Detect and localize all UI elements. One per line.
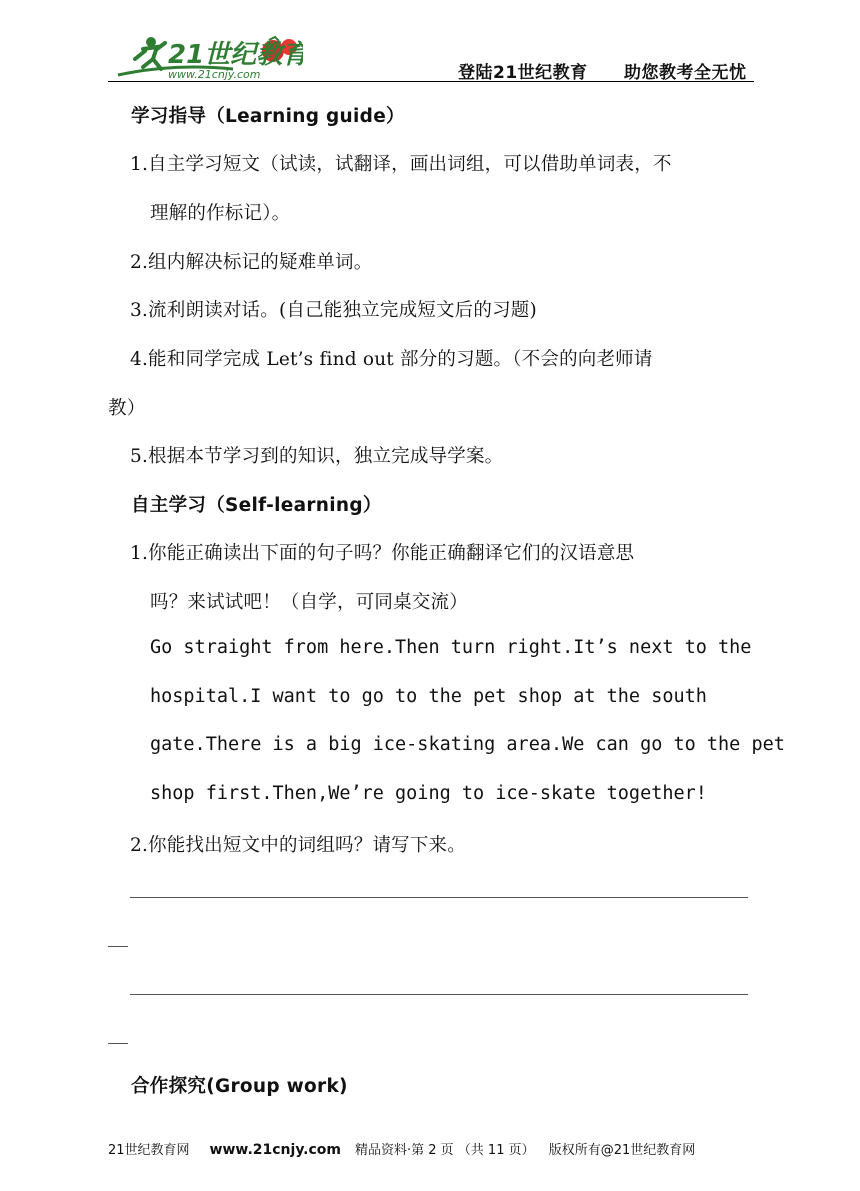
guide-item: 教） <box>108 398 146 419</box>
footer-site: 21世纪教育网 <box>108 1143 190 1158</box>
header-slogan: 助您教考全无忧 <box>624 63 747 83</box>
self-learning-heading: 自主学习（Self-learning） <box>131 495 382 516</box>
svg-text:21世纪教育: 21世纪教育 <box>168 40 303 70</box>
answer-line-tail <box>108 946 128 947</box>
guide-item: 理解的作标记）。 <box>150 203 291 224</box>
answer-line <box>130 994 748 995</box>
passage-line: shop first.Then,We’re going to ice-skate together! <box>150 783 707 804</box>
answer-line <box>130 897 748 898</box>
footer-copyright: 版权所有@21世纪教育网 <box>548 1143 696 1158</box>
header-divider <box>108 81 754 82</box>
passage-line: Go straight from here.Then turn right.It’s next to the <box>150 637 752 658</box>
group-work-heading: 合作探究(Group work) <box>131 1076 348 1097</box>
question-1: 1.你能正确读出下面的句子吗？你能正确翻译它们的汉语意思 <box>130 543 635 564</box>
svg-text:www.21cnjy.com: www.21cnjy.com <box>168 68 261 81</box>
footer-url[interactable]: www.21cnjy.com <box>209 1142 341 1158</box>
logo-graphic <box>113 33 303 83</box>
guide-item: 4.能和同学完成 Let’s find out 部分的习题。（不会的向老师请 <box>130 349 653 370</box>
site-logo <box>113 33 303 83</box>
guide-item: 5.根据本节学习到的知识，独立完成导学案。 <box>130 446 504 467</box>
question-1-cont: 吗？来试试吧！（自学，可同桌交流） <box>150 592 468 613</box>
footer-page-info: 精品资料·第 2 页 （共 11 页） <box>354 1143 535 1158</box>
page-footer <box>108 1139 695 1158</box>
passage-line: gate.There is a big ice-skating area.We can go to the pet <box>150 734 785 755</box>
question-2: 2.你能找出短文中的词组吗？请写下来。 <box>130 835 466 856</box>
guide-item: 2.组内解决标记的疑难单词。 <box>130 252 373 273</box>
answer-line-tail <box>108 1043 128 1044</box>
guide-item: 3.流利朗读对话。(自己能独立完成短文后的习题) <box>130 300 537 321</box>
guide-item: 1.自主学习短文（试读，试翻译，画出词组，可以借助单词表，不 <box>130 154 672 175</box>
learning-guide-heading: 学习指导（Learning guide） <box>131 106 405 127</box>
passage-line: hospital.I want to go to the pet shop at the south <box>150 686 707 707</box>
header-site: 登陆21世纪教育 <box>458 63 588 83</box>
